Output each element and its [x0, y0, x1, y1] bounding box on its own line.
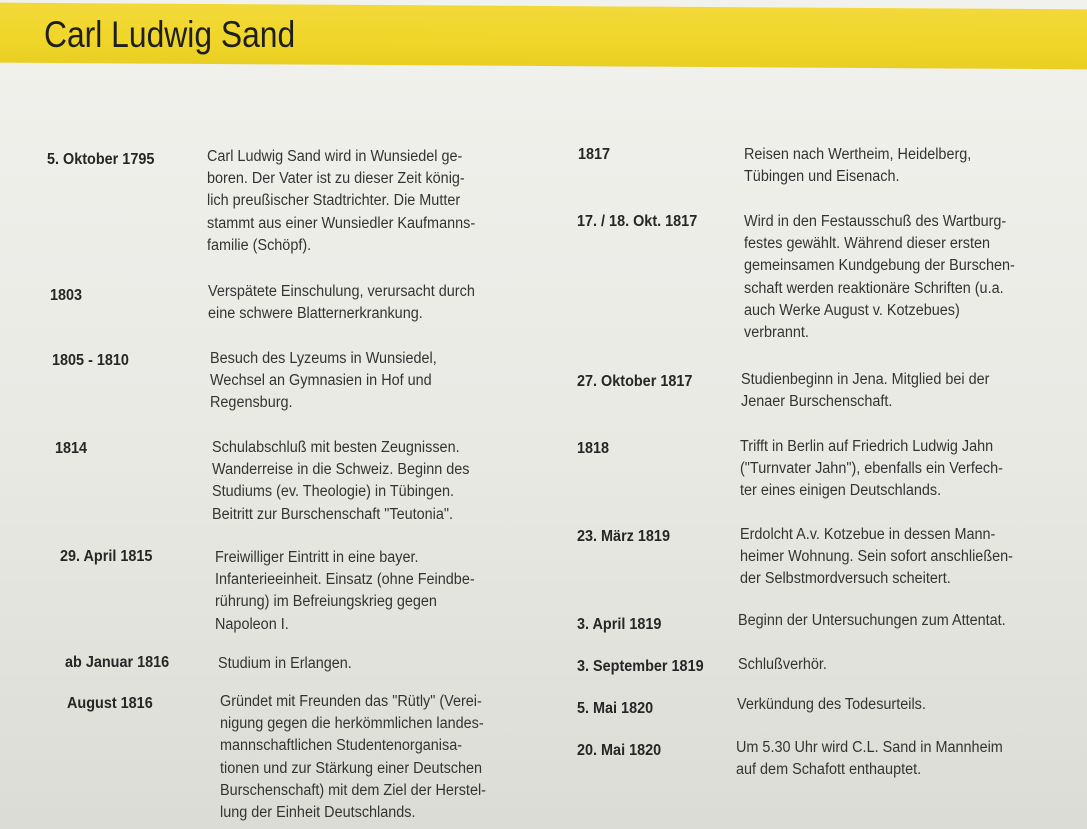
right-entry-description	[744, 144, 971, 188]
description-line: Jenaer Burschenschaft.	[741, 393, 893, 411]
left-entry-date: ab Januar 1816	[65, 654, 170, 671]
page-title: Carl Ludwig Sand	[44, 14, 296, 55]
right-entry-description	[738, 610, 1006, 632]
right-entry-date: 20. Mai 1820	[577, 742, 662, 759]
description-line: der Selbstmordversuch scheitert.	[740, 570, 951, 588]
left-entry-description	[210, 348, 437, 415]
description-line: Wechsel an Gymnasien in Hof und	[210, 372, 432, 390]
right-entry-date: 23. März 1819	[577, 528, 670, 545]
description-line: heimer Wohnung. Sein sofort anschließen-	[740, 548, 1013, 566]
description-line: lich preußischer Stadtrichter. Die Mutter	[207, 192, 461, 210]
description-line: Napoleon I.	[215, 615, 289, 633]
description-line: gemeinsamen Kundgebung der Burschen-	[744, 257, 1015, 275]
description-line: Trifft in Berlin auf Friedrich Ludwig Jahn	[740, 438, 994, 455]
description-line: nigung gegen die herkömmlichen landes-	[220, 715, 484, 733]
description-line: Besuch des Lyzeums in Wunsiedel,	[210, 350, 437, 367]
left-entry-description	[208, 281, 475, 325]
left-entry-date: 29. April 1815	[60, 548, 153, 565]
description-line: Schulabschluß mit besten Zeugnissen.	[212, 439, 460, 456]
right-entry-date: 3. April 1819	[577, 616, 662, 633]
left-entry-date: 1814	[55, 440, 88, 457]
description-line: festes gewählt. Während dieser ersten	[744, 235, 990, 253]
description-line: Studium in Erlangen.	[218, 655, 352, 672]
left-entry-date: August 1816	[67, 695, 153, 712]
left-entry-description	[218, 653, 352, 675]
description-line: Infanterieeinheit. Einsatz (ohne Feindbe-	[215, 571, 475, 589]
right-entry-description	[740, 524, 1013, 591]
description-line: verbrannt.	[744, 324, 809, 342]
description-line: Gründet mit Freunden das "Rütly" (Verei-	[220, 693, 482, 710]
description-line: schaft werden reaktionäre Schriften (u.a.	[744, 279, 1004, 297]
description-line: ("Turnvater Jahn"), ebenfalls ein Verfech-	[740, 460, 1003, 478]
description-line: mannschaftlichen Studentenorganisa-	[220, 737, 463, 755]
left-entry-description	[220, 691, 486, 824]
right-entry-description	[737, 694, 926, 716]
left-entry-date: 1803	[50, 287, 83, 304]
right-entry-description	[744, 211, 1015, 344]
left-entry-description	[207, 146, 475, 257]
description-line: Beitritt zur Burschenschaft "Teutonia".	[212, 505, 454, 523]
description-line: lung der Einheit Deutschlands.	[220, 804, 416, 822]
description-line: Carl Ludwig Sand wird in Wunsiedel ge-	[207, 148, 463, 165]
right-entry-description	[736, 737, 1003, 781]
description-line: Um 5.30 Uhr wird C.L. Sand in Mannheim	[736, 739, 1003, 756]
left-entry-date: 5. Oktober 1795	[47, 151, 155, 168]
right-entry-date: 1817	[578, 146, 611, 163]
right-entry-date: 1818	[577, 440, 610, 457]
right-entry-date: 27. Oktober 1817	[577, 373, 693, 390]
description-line: Verkündung des Todesurteils.	[737, 696, 926, 713]
description-line: familie (Schöpf).	[207, 236, 312, 254]
description-line: tionen und zur Stärkung einer Deutschen	[220, 759, 483, 777]
description-line: stammt aus einer Wunsiedler Kaufmanns-	[207, 214, 476, 232]
right-entry-description	[740, 436, 1003, 503]
right-entry-date: 3. September 1819	[577, 658, 704, 675]
description-line: Wird in den Festausschuß des Wartburg-	[744, 213, 1007, 230]
description-line: Burschenschaft) mit dem Ziel der Herstel-	[220, 781, 486, 799]
description-line: auf dem Schafott enthauptet.	[736, 761, 922, 779]
description-line: Wanderreise in die Schweiz. Beginn des	[212, 461, 470, 479]
description-line: Tübingen und Eisenach.	[744, 168, 900, 186]
left-entry-description	[212, 437, 469, 526]
description-line: Regensburg.	[210, 394, 293, 412]
description-line: Verspätete Einschulung, verursacht durch	[208, 283, 475, 300]
left-entry-date: 1805 - 1810	[52, 352, 129, 369]
description-line: Beginn der Untersuchungen zum Attentat.	[738, 612, 1006, 629]
description-line: Reisen nach Wertheim, Heidelberg,	[744, 146, 972, 163]
description-line: Erdolcht A.v. Kotzebue in dessen Mann-	[740, 526, 996, 543]
description-line: rührung) im Befreiungskrieg gegen	[215, 593, 437, 611]
description-line: boren. Der Vater ist zu dieser Zeit könig-	[207, 170, 465, 188]
right-entry-description	[738, 654, 827, 676]
left-entry-description	[215, 547, 475, 636]
description-line: Schlußverhör.	[738, 656, 827, 673]
description-line: auch Werke August v. Kotzebues)	[744, 301, 960, 319]
description-line: Studiums (ev. Theologie) in Tübingen.	[212, 483, 455, 501]
description-line: Freiwilliger Eintritt in eine bayer.	[215, 549, 419, 566]
right-entry-date: 5. Mai 1820	[577, 700, 654, 717]
description-line: eine schwere Blatternerkrankung.	[208, 305, 423, 323]
description-line: ter eines einigen Deutschlands.	[740, 482, 942, 500]
description-line: Studienbeginn in Jena. Mitglied bei der	[741, 371, 990, 388]
right-entry-date: 17. / 18. Okt. 1817	[577, 213, 698, 230]
right-entry-description	[741, 369, 989, 413]
